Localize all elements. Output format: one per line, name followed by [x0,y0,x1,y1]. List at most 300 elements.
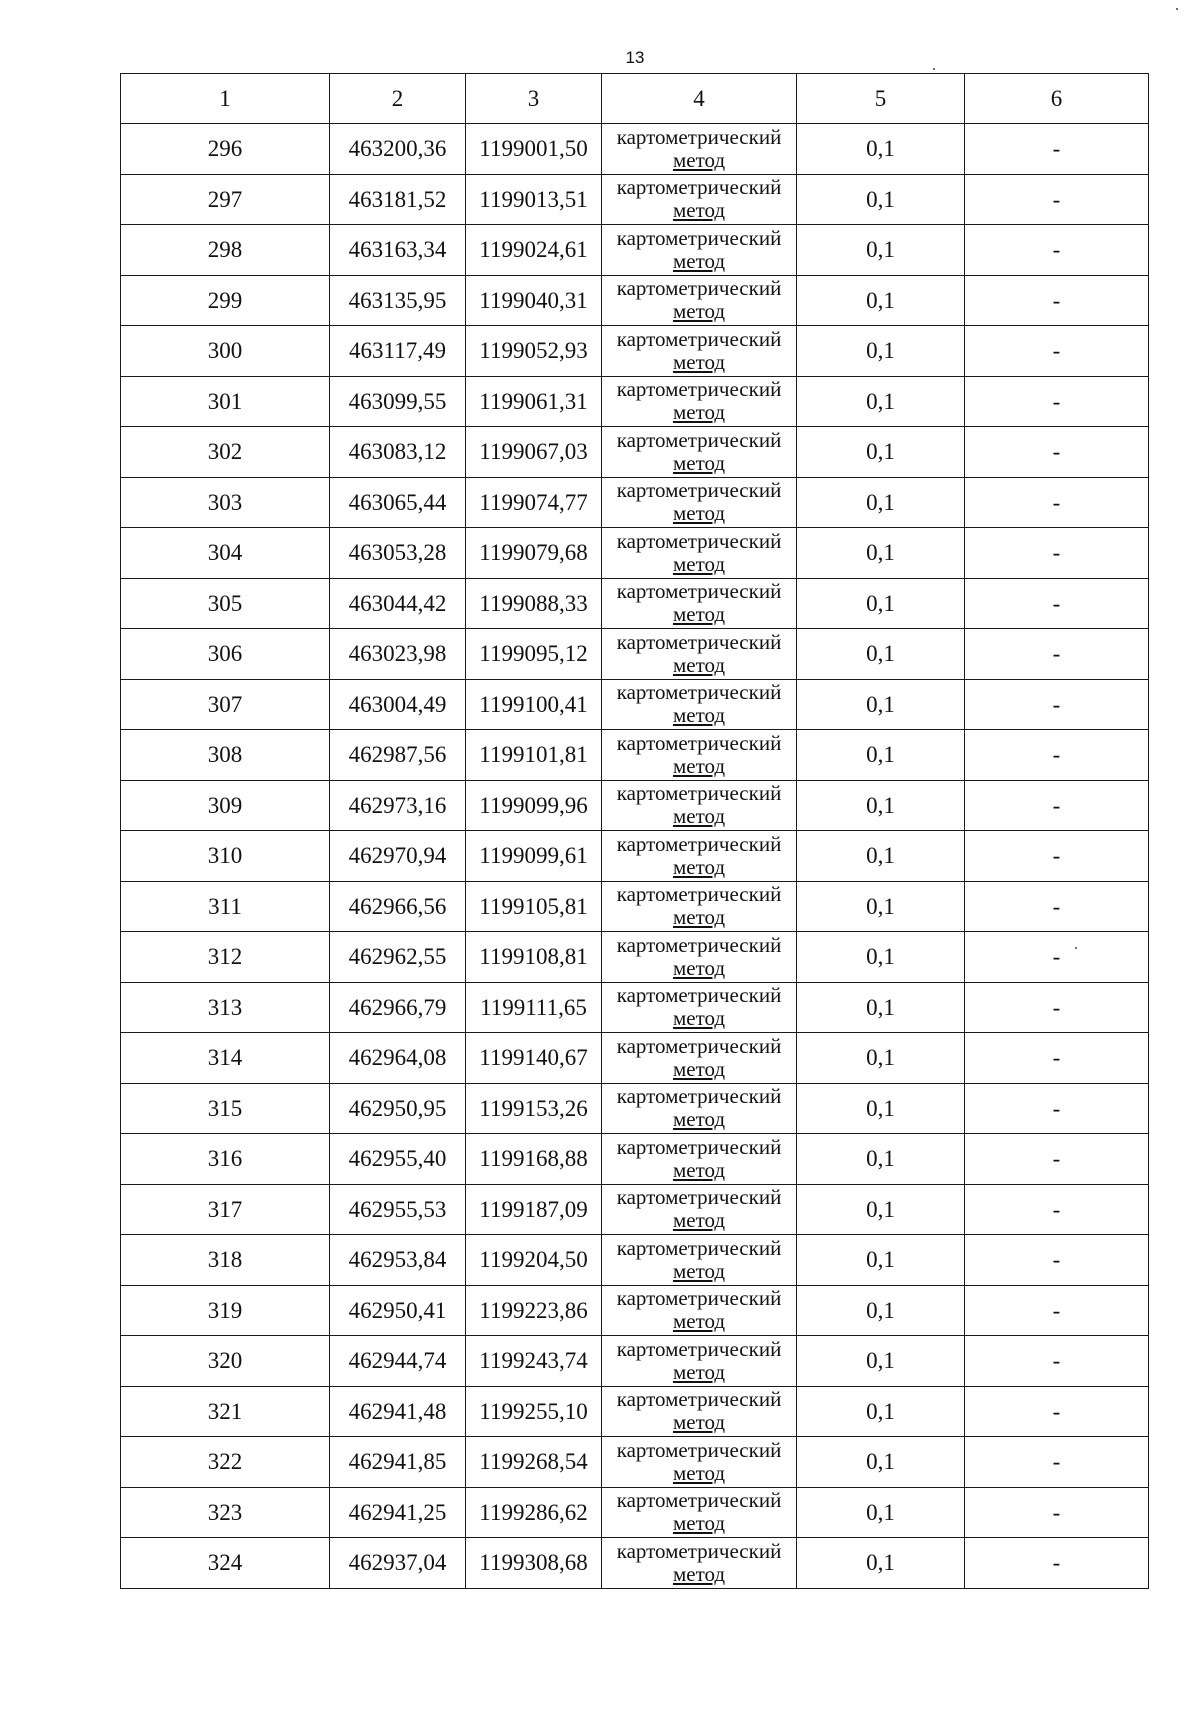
method-line-1: картометрический [616,1488,782,1513]
table-row [121,528,1149,579]
method-text [602,1540,796,1586]
note-cell: - [965,932,1149,983]
y-coordinate-cell: 1199040,31 [466,275,602,326]
method-cell [602,831,797,882]
accuracy-cell: 0,1 [797,427,965,478]
point-number-cell: 313 [121,982,330,1033]
method-line-1: картометрический [616,377,782,402]
y-coordinate-cell: 1199111,65 [466,982,602,1033]
method-line-1: картометрический [616,781,782,806]
y-coordinate-cell: 1199061,31 [466,376,602,427]
point-number-cell: 315 [121,1083,330,1134]
method-text [602,934,796,980]
accuracy-cell: 0,1 [797,1235,965,1286]
accuracy-cell: 0,1 [797,275,965,326]
x-coordinate-cell: 462973,16 [330,780,466,831]
column-header: 4 [602,74,797,124]
table-header-row [121,74,1149,124]
method-line-2: метод [672,198,726,223]
method-cell [602,1336,797,1387]
table-row [121,376,1149,427]
scan-speck [933,68,935,70]
method-line-2: метод [672,652,726,677]
method-cell [602,780,797,831]
accuracy-cell: 0,1 [797,932,965,983]
scan-speck [1176,8,1178,10]
method-line-2: метод [672,1006,726,1031]
method-text [602,176,796,222]
x-coordinate-cell: 462941,48 [330,1386,466,1437]
method-text [602,1489,796,1535]
accuracy-cell: 0,1 [797,730,965,781]
y-coordinate-cell: 1199140,67 [466,1033,602,1084]
table-row [121,1538,1149,1589]
note-cell: - [965,1437,1149,1488]
table-row [121,831,1149,882]
y-coordinate-cell: 1199074,77 [466,477,602,528]
accuracy-cell: 0,1 [797,174,965,225]
note-cell: - [965,1538,1149,1589]
x-coordinate-cell: 463200,36 [330,124,466,175]
column-header: 2 [330,74,466,124]
accuracy-cell: 0,1 [797,1437,965,1488]
accuracy-cell: 0,1 [797,376,965,427]
accuracy-cell: 0,1 [797,1336,965,1387]
method-line-1: картометрический [616,932,782,957]
table-row [121,326,1149,377]
note-cell: - [965,1134,1149,1185]
x-coordinate-cell: 462970,94 [330,831,466,882]
y-coordinate-cell: 1199108,81 [466,932,602,983]
accuracy-cell: 0,1 [797,1033,965,1084]
method-line-1: картометрический [616,225,782,250]
method-cell [602,528,797,579]
x-coordinate-cell: 462941,25 [330,1487,466,1538]
method-line-2: метод [672,501,726,526]
method-line-2: метод [672,955,726,980]
point-number-cell: 322 [121,1437,330,1488]
method-cell [602,982,797,1033]
method-line-2: метод [672,1107,726,1132]
note-cell: - [965,1033,1149,1084]
x-coordinate-cell: 462950,41 [330,1285,466,1336]
accuracy-cell: 0,1 [797,629,965,680]
x-coordinate-cell: 463181,52 [330,174,466,225]
point-number-cell: 311 [121,881,330,932]
y-coordinate-cell: 1199052,93 [466,326,602,377]
accuracy-cell: 0,1 [797,1134,965,1185]
method-cell [602,679,797,730]
method-cell [602,124,797,175]
point-number-cell: 321 [121,1386,330,1437]
note-cell: - [965,528,1149,579]
point-number-cell: 318 [121,1235,330,1286]
method-line-2: метод [672,1056,726,1081]
y-coordinate-cell: 1199153,26 [466,1083,602,1134]
method-text [602,732,796,778]
method-line-2: метод [672,1258,726,1283]
method-line-1: картометрический [616,1185,782,1210]
method-cell [602,1285,797,1336]
point-number-cell: 316 [121,1134,330,1185]
method-line-1: картометрический [616,478,782,503]
method-line-2: метод [672,1460,726,1485]
column-header: 6 [965,74,1149,124]
point-number-cell: 305 [121,578,330,629]
method-line-1: картометрический [616,1033,782,1058]
method-text [602,1287,796,1333]
method-line-1: картометрический [616,1084,782,1109]
note-cell: - [965,1336,1149,1387]
method-cell [602,1033,797,1084]
table-row [121,780,1149,831]
point-number-cell: 307 [121,679,330,730]
table-row [121,932,1149,983]
point-number-cell: 310 [121,831,330,882]
point-number-cell: 320 [121,1336,330,1387]
accuracy-cell: 0,1 [797,679,965,730]
method-line-1: картометрический [616,629,782,654]
accuracy-cell: 0,1 [797,528,965,579]
note-cell: - [965,1487,1149,1538]
method-text [602,631,796,677]
method-text [602,1439,796,1485]
point-number-cell: 302 [121,427,330,478]
accuracy-cell: 0,1 [797,326,965,377]
note-cell: - [965,427,1149,478]
x-coordinate-cell: 463083,12 [330,427,466,478]
method-text [602,328,796,374]
x-coordinate-cell: 462962,55 [330,932,466,983]
method-text [602,227,796,273]
note-cell: - [965,225,1149,276]
x-coordinate-cell: 462953,84 [330,1235,466,1286]
point-number-cell: 323 [121,1487,330,1538]
note-cell: - [965,477,1149,528]
method-cell [602,730,797,781]
y-coordinate-cell: 1199105,81 [466,881,602,932]
method-text [602,277,796,323]
y-coordinate-cell: 1199187,09 [466,1184,602,1235]
method-line-1: картометрический [616,882,782,907]
method-cell [602,1437,797,1488]
table-row [121,679,1149,730]
note-cell: - [965,174,1149,225]
point-number-cell: 296 [121,124,330,175]
x-coordinate-cell: 462944,74 [330,1336,466,1387]
x-coordinate-cell: 463004,49 [330,679,466,730]
method-text [602,681,796,727]
method-line-1: картометрический [616,427,782,452]
method-cell [602,1235,797,1286]
method-text [602,126,796,172]
accuracy-cell: 0,1 [797,1083,965,1134]
point-number-cell: 314 [121,1033,330,1084]
y-coordinate-cell: 1199024,61 [466,225,602,276]
coordinates-table [120,73,1149,1589]
method-line-1: картометрический [616,1235,782,1260]
point-number-cell: 299 [121,275,330,326]
method-line-2: метод [672,1359,726,1384]
method-line-1: картометрический [616,124,782,149]
point-number-cell: 319 [121,1285,330,1336]
method-text [602,1035,796,1081]
method-line-1: картометрический [616,1437,782,1462]
method-line-2: метод [672,1208,726,1233]
y-coordinate-cell: 1199013,51 [466,174,602,225]
method-cell [602,376,797,427]
note-cell: - [965,326,1149,377]
x-coordinate-cell: 463099,55 [330,376,466,427]
note-cell: - [965,780,1149,831]
x-coordinate-cell: 463065,44 [330,477,466,528]
method-text [602,429,796,475]
table-row [121,1033,1149,1084]
note-cell: - [965,881,1149,932]
point-number-cell: 301 [121,376,330,427]
method-line-1: картометрический [616,983,782,1008]
method-text [602,1338,796,1384]
method-line-2: метод [672,703,726,728]
accuracy-cell: 0,1 [797,124,965,175]
y-coordinate-cell: 1199243,74 [466,1336,602,1387]
y-coordinate-cell: 1199223,86 [466,1285,602,1336]
method-line-1: картометрический [616,579,782,604]
y-coordinate-cell: 1199001,50 [466,124,602,175]
table-row [121,1386,1149,1437]
x-coordinate-cell: 462950,95 [330,1083,466,1134]
x-coordinate-cell: 463135,95 [330,275,466,326]
note-cell: - [965,578,1149,629]
table-row [121,881,1149,932]
accuracy-cell: 0,1 [797,1386,965,1437]
point-number-cell: 312 [121,932,330,983]
method-line-2: метод [672,905,726,930]
accuracy-cell: 0,1 [797,1285,965,1336]
method-cell [602,1083,797,1134]
method-line-1: картометрический [616,680,782,705]
x-coordinate-cell: 463117,49 [330,326,466,377]
method-cell [602,578,797,629]
y-coordinate-cell: 1199079,68 [466,528,602,579]
note-cell: - [965,679,1149,730]
point-number-cell: 306 [121,629,330,680]
method-text [602,883,796,929]
method-cell [602,629,797,680]
method-line-2: метод [672,753,726,778]
note-cell: - [965,831,1149,882]
method-text [602,984,796,1030]
x-coordinate-cell: 462955,40 [330,1134,466,1185]
point-number-cell: 304 [121,528,330,579]
x-coordinate-cell: 462964,08 [330,1033,466,1084]
table-row [121,124,1149,175]
table-row [121,1487,1149,1538]
method-cell [602,1538,797,1589]
column-header: 5 [797,74,965,124]
point-number-cell: 300 [121,326,330,377]
column-header: 1 [121,74,330,124]
method-line-1: картометрический [616,276,782,301]
y-coordinate-cell: 1199308,68 [466,1538,602,1589]
method-line-2: метод [672,551,726,576]
x-coordinate-cell: 462937,04 [330,1538,466,1589]
method-cell [602,1487,797,1538]
method-line-2: метод [672,400,726,425]
method-cell [602,881,797,932]
x-coordinate-cell: 463023,98 [330,629,466,680]
accuracy-cell: 0,1 [797,1487,965,1538]
x-coordinate-cell: 463163,34 [330,225,466,276]
method-line-2: метод [672,147,726,172]
table-row [121,1285,1149,1336]
table-row [121,477,1149,528]
method-line-1: картометрический [616,1286,782,1311]
point-number-cell: 309 [121,780,330,831]
method-cell [602,1184,797,1235]
table-row [121,427,1149,478]
method-text [602,1085,796,1131]
note-cell: - [965,982,1149,1033]
table-row [121,629,1149,680]
x-coordinate-cell: 462966,79 [330,982,466,1033]
method-line-2: метод [672,299,726,324]
page-number: 13 [625,48,645,67]
method-line-2: метод [672,804,726,829]
method-line-2: метод [672,1309,726,1334]
table-row [121,225,1149,276]
column-header: 3 [466,74,602,124]
x-coordinate-cell: 462966,56 [330,881,466,932]
coordinates-table-body [121,74,1149,1589]
table-row [121,1184,1149,1235]
y-coordinate-cell: 1199168,88 [466,1134,602,1185]
x-coordinate-cell: 462955,53 [330,1184,466,1235]
table-row [121,982,1149,1033]
method-cell [602,427,797,478]
point-number-cell: 303 [121,477,330,528]
method-line-1: картометрический [616,528,782,553]
table-row [121,578,1149,629]
note-cell: - [965,376,1149,427]
method-line-2: метод [672,602,726,627]
method-text [602,782,796,828]
method-line-1: картометрический [616,326,782,351]
y-coordinate-cell: 1199088,33 [466,578,602,629]
table-row [121,1235,1149,1286]
x-coordinate-cell: 462987,56 [330,730,466,781]
accuracy-cell: 0,1 [797,477,965,528]
accuracy-cell: 0,1 [797,881,965,932]
method-line-1: картометрический [616,1336,782,1361]
x-coordinate-cell: 462941,85 [330,1437,466,1488]
table-row [121,174,1149,225]
method-text [602,479,796,525]
method-line-1: картометрический [616,1387,782,1412]
note-cell: - [965,124,1149,175]
method-text [602,1388,796,1434]
y-coordinate-cell: 1199204,50 [466,1235,602,1286]
table-row [121,1134,1149,1185]
y-coordinate-cell: 1199099,61 [466,831,602,882]
method-line-1: картометрический [616,831,782,856]
method-text [602,530,796,576]
method-line-1: картометрический [616,730,782,755]
method-cell [602,225,797,276]
y-coordinate-cell: 1199067,03 [466,427,602,478]
method-text [602,580,796,626]
y-coordinate-cell: 1199255,10 [466,1386,602,1437]
note-cell: - [965,730,1149,781]
table-row [121,1336,1149,1387]
table-row [121,1083,1149,1134]
method-text [602,378,796,424]
method-line-2: метод [672,1511,726,1536]
table-row [121,1437,1149,1488]
note-cell: - [965,1083,1149,1134]
method-line-2: метод [672,450,726,475]
accuracy-cell: 0,1 [797,225,965,276]
y-coordinate-cell: 1199099,96 [466,780,602,831]
note-cell: - [965,1235,1149,1286]
method-line-1: картометрический [616,1538,782,1563]
accuracy-cell: 0,1 [797,982,965,1033]
y-coordinate-cell: 1199268,54 [466,1437,602,1488]
note-cell: - [965,1184,1149,1235]
method-line-2: метод [672,1561,726,1586]
method-cell [602,275,797,326]
method-line-2: метод [672,1157,726,1182]
method-text [602,1136,796,1182]
x-coordinate-cell: 463044,42 [330,578,466,629]
accuracy-cell: 0,1 [797,831,965,882]
method-line-1: картометрический [616,1134,782,1159]
point-number-cell: 324 [121,1538,330,1589]
point-number-cell: 317 [121,1184,330,1235]
method-cell [602,1386,797,1437]
method-cell [602,932,797,983]
method-cell [602,174,797,225]
point-number-cell: 308 [121,730,330,781]
x-coordinate-cell: 463053,28 [330,528,466,579]
point-number-cell: 298 [121,225,330,276]
method-text [602,833,796,879]
note-cell: - [965,275,1149,326]
method-cell [602,326,797,377]
accuracy-cell: 0,1 [797,578,965,629]
method-text [602,1237,796,1283]
method-text [602,1186,796,1232]
table-row [121,275,1149,326]
accuracy-cell: 0,1 [797,1184,965,1235]
method-line-2: метод [672,248,726,273]
note-cell: - [965,629,1149,680]
note-cell: - [965,1285,1149,1336]
y-coordinate-cell: 1199286,62 [466,1487,602,1538]
method-cell [602,477,797,528]
method-line-2: метод [672,854,726,879]
note-cell: - [965,1386,1149,1437]
accuracy-cell: 0,1 [797,780,965,831]
method-line-2: метод [672,1410,726,1435]
accuracy-cell: 0,1 [797,1538,965,1589]
table-row [121,730,1149,781]
method-cell [602,1134,797,1185]
point-number-cell: 297 [121,174,330,225]
method-line-2: метод [672,349,726,374]
y-coordinate-cell: 1199095,12 [466,629,602,680]
y-coordinate-cell: 1199100,41 [466,679,602,730]
